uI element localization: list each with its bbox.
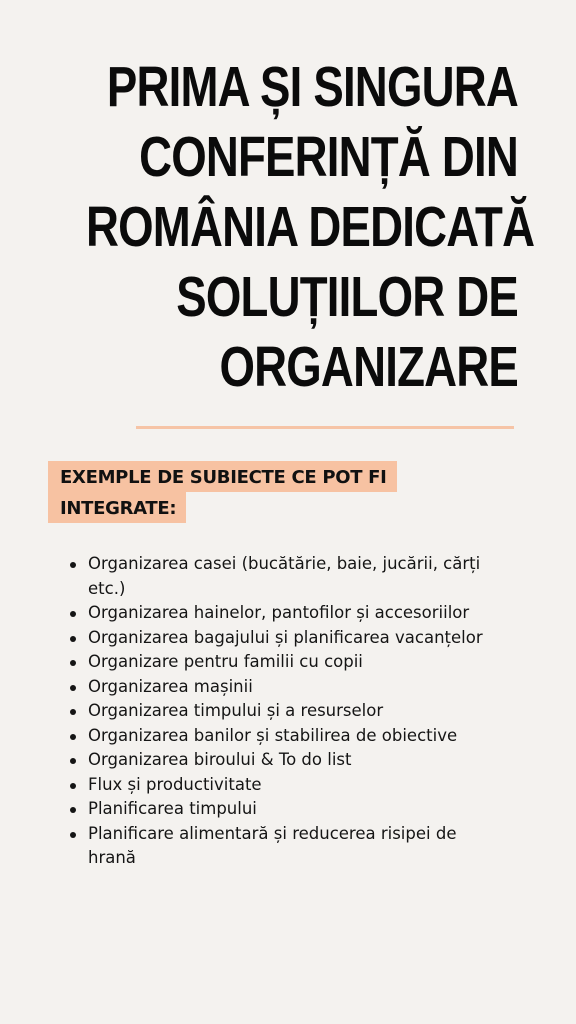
list-item: [70, 675, 490, 700]
list-item-text: Organizarea bagajului și planificarea vacanțelor: [88, 627, 483, 647]
bullet-icon: [70, 660, 76, 666]
list-item-text: Organizarea timpului și a resurselor: [88, 701, 384, 720]
list-item-text: Planificare alimentară și reducerea risipei de hrană: [88, 823, 457, 867]
headline-line-4: SOLUȚIILOR DE: [176, 265, 518, 329]
list-item: [70, 552, 490, 601]
divider: [136, 426, 514, 429]
list-item-text: Organizarea banilor și stabilirea de obiective: [88, 725, 458, 745]
list-item: [70, 773, 490, 798]
section-label-line-2: INTEGRATE:: [48, 492, 186, 523]
list-item: [70, 601, 490, 626]
list-item-text: Organizarea hainelor, pantofilor și accesoriilor: [88, 603, 470, 622]
list-item: [70, 724, 490, 749]
bullet-icon: [70, 807, 76, 813]
headline-line-3: ROMÂNIA DEDICATĂ: [86, 195, 535, 259]
headline-line-5: ORGANIZARE: [219, 335, 518, 399]
bullet-icon: [70, 709, 76, 715]
bullet-icon: [70, 832, 76, 838]
list-item: [70, 748, 490, 773]
section-label: [48, 461, 448, 523]
headline-line-1: PRIMA ȘI SINGURA: [106, 55, 519, 119]
bullet-icon: [70, 783, 76, 789]
topic-list: [70, 552, 490, 871]
list-item: [70, 626, 490, 651]
bullet-icon: [70, 758, 76, 764]
section-label-line-1: EXEMPLE DE SUBIECTE CE POT FI: [48, 461, 397, 492]
list-item: [70, 650, 490, 675]
bullet-icon: [70, 562, 76, 568]
list-item-text: Organizare pentru familii cu copii: [88, 652, 363, 671]
list-item: [70, 797, 490, 822]
bullet-icon: [70, 636, 76, 642]
headline: [86, 52, 535, 402]
list-item-text: Organizarea casei (bucătărie, baie, jucării, cărți etc.): [88, 554, 481, 598]
bullet-icon: [70, 734, 76, 740]
list-item: [70, 822, 490, 871]
list-item-text: Organizarea mașinii: [88, 676, 253, 696]
list-item-text: Organizarea biroului & To do list: [88, 750, 352, 769]
list-item-text: Flux și productivitate: [88, 774, 262, 794]
headline-line-2: CONFERINȚĂ DIN: [139, 125, 518, 189]
list-item-text: Planificarea timpului: [88, 799, 257, 818]
bullet-icon: [70, 685, 76, 691]
bullet-icon: [70, 611, 76, 617]
list-item: [70, 699, 490, 724]
